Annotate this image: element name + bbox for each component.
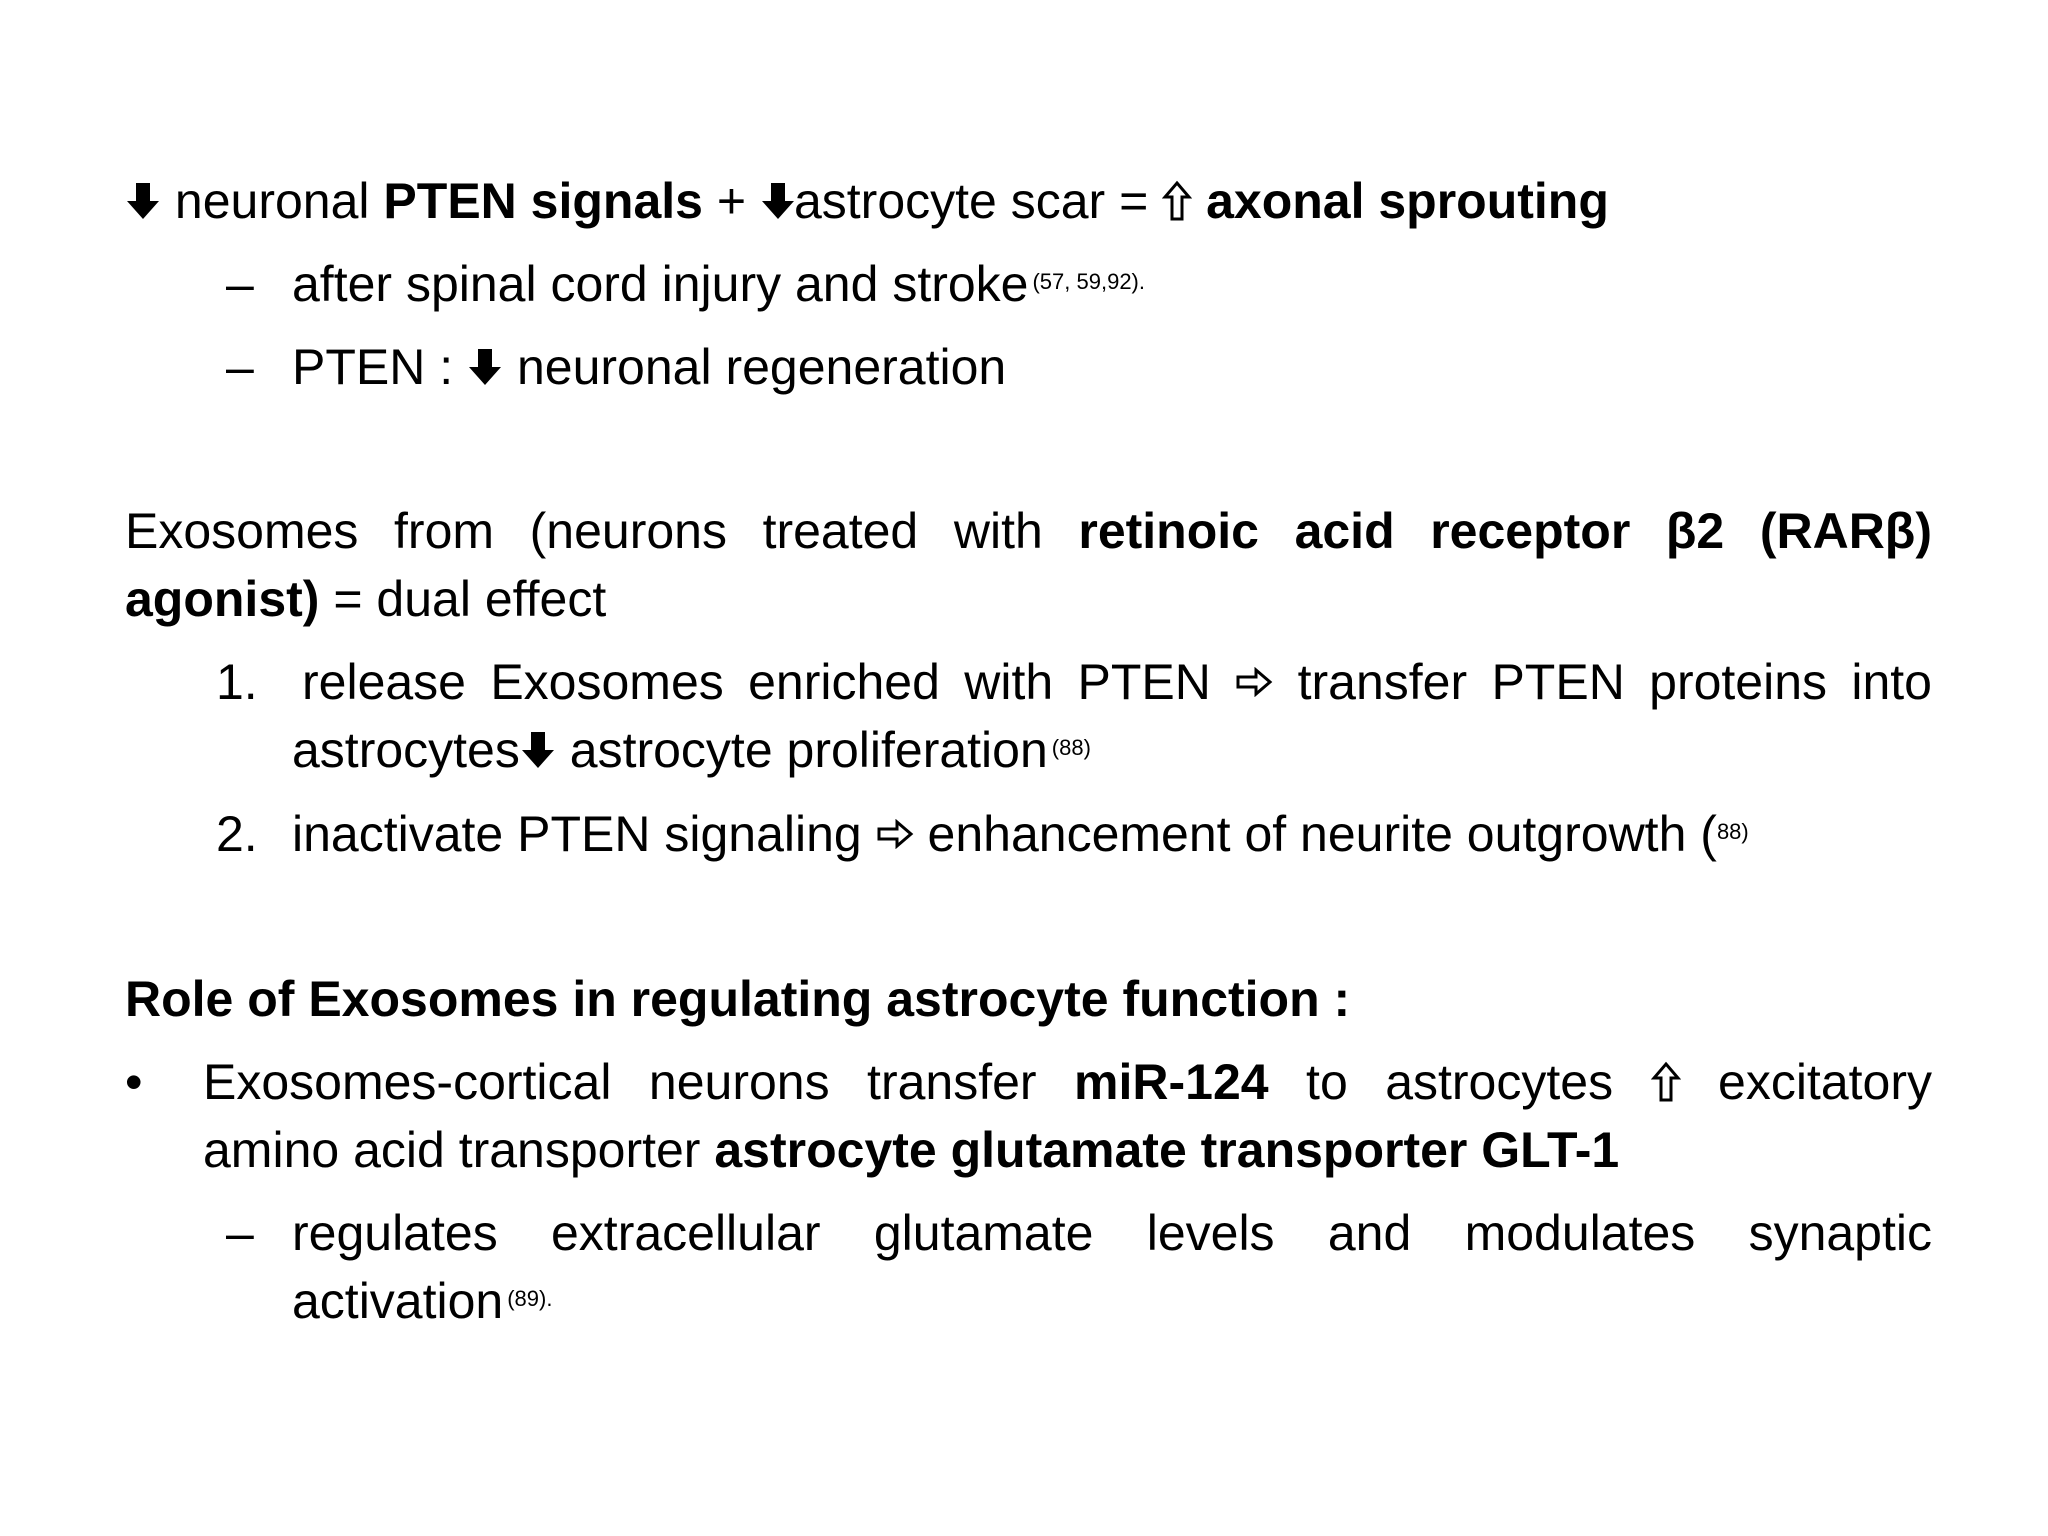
text: astrocyte proliferation [569, 722, 1048, 778]
pten-line [125, 167, 1609, 235]
dash-marker: – [226, 339, 254, 395]
bullet-line1 [203, 1048, 1932, 1116]
text: to astrocytes [1306, 1054, 1614, 1110]
right-arrow-outline-icon [1235, 667, 1273, 697]
mir-124: miR-124 [1074, 1054, 1269, 1110]
text: regulates extracellular glutamate levels and modulates synaptic [292, 1205, 1932, 1261]
text: transfer PTEN proteins into [1297, 654, 1932, 710]
reference: (88) [1051, 735, 1091, 760]
exosomes-intro-line1 [125, 497, 1932, 565]
text: astrocytes [292, 722, 520, 778]
item1-line2 [292, 716, 1091, 784]
sub-line2 [292, 1267, 552, 1335]
item1-line1 [302, 648, 1932, 716]
text: inactivate PTEN signaling [292, 806, 862, 862]
sub-item-spinal-cord [292, 250, 1145, 318]
text: = dual effect [333, 571, 607, 627]
exosomes-intro-line2 [125, 565, 606, 633]
reference: (89). [507, 1286, 553, 1311]
astrocyte-scar: astrocyte scar = [793, 173, 1149, 229]
item2-line [292, 800, 1749, 868]
reference: 88) [1716, 819, 1749, 844]
bullet-line2 [203, 1116, 1619, 1184]
rar-beta: retinoic acid receptor β2 (RARβ) [1078, 503, 1932, 559]
axonal-sprouting: axonal sprouting [1206, 173, 1609, 229]
glt-1: astrocyte glutamate transporter GLT-1 [714, 1122, 1620, 1178]
plus: + [716, 173, 747, 229]
text: amino acid transporter [203, 1122, 701, 1178]
down-arrow-icon [760, 181, 796, 221]
text: Exosomes-cortical neurons transfer [203, 1054, 1037, 1110]
up-arrow-outline-icon [1162, 180, 1192, 222]
right-arrow-outline-icon [876, 819, 914, 849]
text: PTEN : [292, 339, 454, 395]
item-number: 1. [216, 654, 258, 710]
text: activation [292, 1273, 504, 1329]
section-heading: Role of Exosomes in regulating astrocyte function : [125, 971, 1351, 1027]
down-arrow-icon [125, 181, 161, 221]
down-arrow-icon [467, 347, 503, 387]
text: release Exosomes enriched with PTEN [302, 654, 1211, 710]
text: neuronal regeneration [516, 339, 1007, 395]
bullet-marker: • [125, 1054, 143, 1110]
up-arrow-outline-icon [1651, 1061, 1681, 1103]
reference: (57, 59,92). [1032, 269, 1145, 294]
text: enhancement of neurite outgrowth ( [927, 806, 1717, 862]
sub-item-pten [292, 333, 1006, 401]
sub-line1 [292, 1199, 1932, 1267]
pten-signals: PTEN signals [383, 173, 703, 229]
item-number: 2. [216, 806, 258, 862]
text: excitatory [1718, 1054, 1932, 1110]
dash-marker: – [226, 256, 254, 312]
text: after spinal cord injury and stroke [292, 256, 1029, 312]
text: neuronal [174, 173, 370, 229]
agonist: agonist) [125, 571, 320, 627]
text: Exosomes from (neurons treated with [125, 503, 1043, 559]
down-arrow-icon [520, 730, 556, 770]
dash-marker: – [226, 1205, 254, 1261]
